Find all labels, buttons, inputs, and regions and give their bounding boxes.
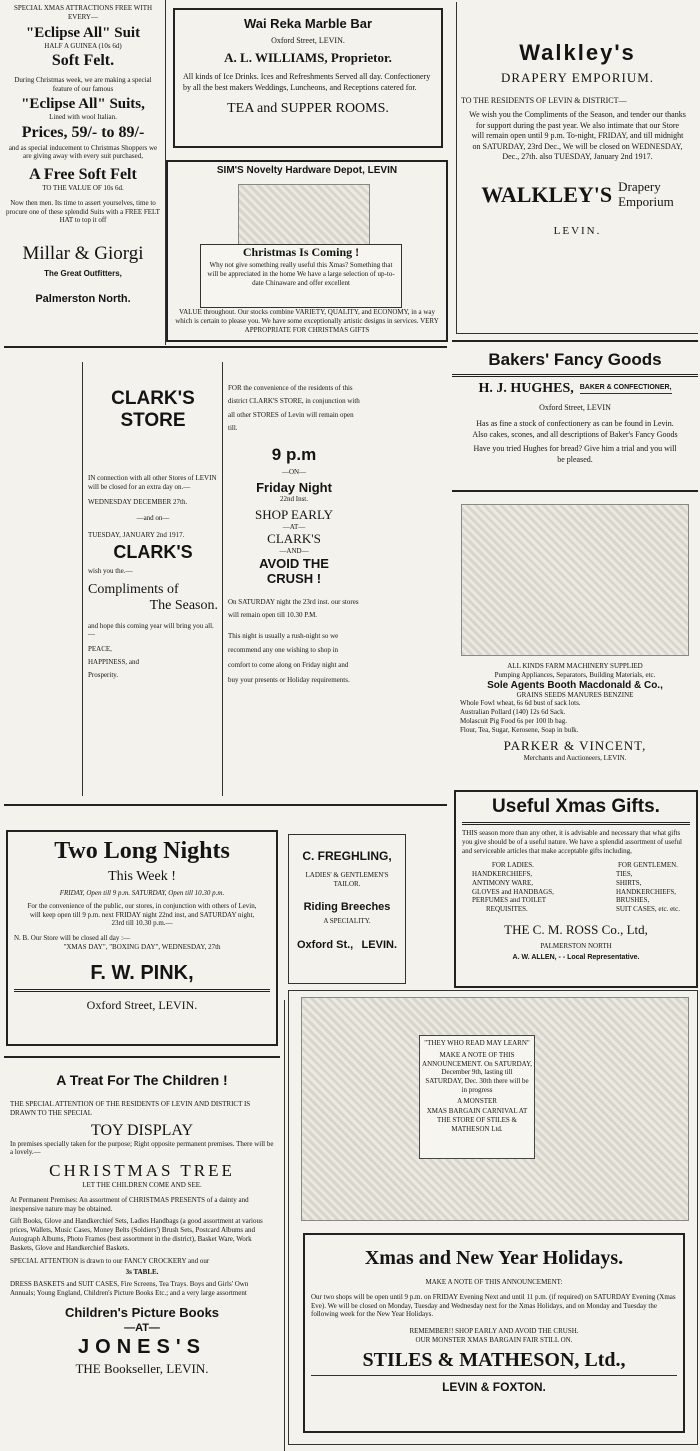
stiles-name: STILES & MATHESON, Ltd., (362, 1348, 626, 1371)
stiles-place: LEVIN & FOXTON. (442, 1379, 546, 1394)
clark-on: —ON— (281, 468, 307, 477)
parker-ad (452, 496, 698, 780)
walkley-title: Walkley's (519, 40, 636, 65)
millar-giorgi-ad (4, 2, 162, 340)
hughes-body: Has as fine a stock of confectionery as can be found in Levin. Also cakes, scones, and all descriptions of Baker's Fancy Goods (472, 419, 678, 439)
clark-clarks: CLARK'S (267, 531, 321, 547)
sims-banner: Christmas Is Coming ! (242, 245, 360, 259)
clark-prosperity: Prosperity. (88, 670, 119, 679)
jones-title: A Treat For The Children ! (56, 1072, 228, 1088)
jones-at: —AT— (124, 1322, 160, 1335)
clark-wish: wish you the.— (88, 566, 133, 575)
stiles-ad (288, 990, 698, 1445)
hughes-address: Oxford Street, LEVIN (539, 403, 611, 412)
clark-peace: PEACE, (88, 645, 112, 653)
clark-name: CLARK'S (113, 541, 193, 562)
millar-lined: Lined with wool Italian. (49, 112, 117, 121)
waireka-ad (173, 8, 443, 148)
jones-books: Children's Picture Books (64, 1305, 220, 1321)
walkley-body: We wish you the Compliments of the Season, and tender our thanks for support during the past year. We also intimate that our Store will remain open until 9 p.m. To-night, FRIDAY, and till midnight on SATURDAY, 23rd Dec., We will be closed on WEDNESDAY, Dec., 27th. also TUESDAY, January 2nd 1917. (469, 110, 686, 161)
ross-ladies-item: ANTIMONY WARE, (472, 878, 534, 887)
freghling-street: Oxford St., (297, 939, 354, 952)
parker-line4: Whole Fowl wheat, 6s 6d bust of sack lots. (460, 699, 581, 708)
sims-body: VALUE throughout. Our stocks combine VARIETY, QUALITY, and ECONOMY, in a way which is certain to please you. We have some exceptionally artistic designs in services. VERY APPROPRIATE FOR CHRISTMAS GIFTS (175, 308, 439, 334)
stiles-rule (311, 1375, 677, 1376)
ross-title: Useful Xmas Gifts. (492, 796, 660, 817)
stiles-bubble4: XMAS BARGAIN CARNIVAL AT THE STORE OF STILES & MATHESON Ltd. (426, 1107, 528, 1133)
millar-text2: and as special inducement to Christmas Shoppers we are giving away with every suit purchased, (8, 143, 158, 161)
walkley-footer-name: WALKLEY'S (481, 181, 613, 207)
ross-ladies-head: FOR LADIES. (491, 861, 534, 870)
parker-name: PARKER & VINCENT, (503, 738, 647, 754)
jones-gifts: Gift Books, Glove and Handkerchief Sets, Ladies Handbags (a good assortment at various prices, Wallets, Music Cases, Money Belts (Soldiers') Brush Sets, Postcard Albums and Autograph Albums, Photo Frames (best assortment in the district), Basket Ware, Work Baskets, Glove and Handkerchief Baskets. (10, 1217, 263, 1252)
clark-and-on: —and on— (136, 514, 170, 523)
jones-crockery: SPECIAL ATTENTION is drawn to our FANCY CROCKERY and our (10, 1257, 210, 1266)
millar-text3: Now then men. Its time to assert yourselves, time to procure one of these splendid Suits with a FREE FELT HAT to top it off (6, 198, 160, 225)
column-divider (284, 1000, 285, 1451)
hughes-trade: BAKER & CONFECTIONER, (580, 384, 672, 394)
stiles-holidays-box (303, 1233, 685, 1433)
clark-at: —AT— (282, 522, 306, 531)
freghling-ad (288, 834, 406, 984)
pink-name: F. W. PINK, (90, 961, 194, 984)
clark-saturday: On SATURDAY night the 23rd inst. our stores will remain open till 10.30 P.M. (228, 598, 359, 620)
waireka-address: Oxford Street, LEVIN. (271, 36, 345, 45)
jones-permanent: At Permanent Premises: An assortment of CHRISTMAS PRESENTS of a dainty and inexpensive nature may be obtained. (10, 1195, 249, 1213)
parker-line5: Australian Pollard (140) 12s 6d Sack. (460, 708, 566, 716)
hughes-title: Bakers' Fancy Goods (488, 350, 662, 369)
parker-line7: Flour, Tea, Sugar, Kerosene, Soap in bulk. (460, 725, 579, 734)
ross-name: THE C. M. ROSS Co., Ltd, (504, 921, 648, 937)
millar-suit1-price: HALF A GUINEA (10s 6d) (44, 41, 122, 50)
clark-title1: CLARK'S (111, 388, 195, 409)
stiles-bubble3: A MONSTER (457, 1096, 497, 1105)
clark-and: —AND— (279, 547, 309, 556)
freghling-spec-label: A SPECIALITY. (323, 916, 371, 925)
jones-name: JONES'S (78, 1336, 206, 1359)
parker-agents: Sole Agents Booth Macdonald & Co., (487, 679, 663, 691)
pink-title: Two Long Nights (54, 838, 230, 864)
pink-rule (14, 989, 270, 992)
ross-gents-head: FOR GENTLEMEN. (618, 861, 678, 870)
ross-rep: A. W. ALLEN, - - Local Representative. (512, 953, 640, 961)
hughes-ad (452, 340, 698, 492)
clark-avoid1: AVOID THE (259, 556, 329, 572)
clark-hope: and hope this coming year will bring you all.— (88, 621, 214, 639)
clark-avoid2: CRUSH ! (266, 571, 322, 587)
pink-address: Oxford Street, LEVIN. (86, 997, 198, 1012)
freghling-town: LEVIN. (361, 939, 397, 952)
santa-illustration (238, 184, 370, 246)
pink-hours: FRIDAY, Open till 9 p.m. SATURDAY, Open till 10.30 p.m. (59, 889, 225, 897)
millar-prices: Prices, 59/- to 89/- (21, 123, 145, 141)
freghling-trade1: LADIES' & GENTLEMEN'S (305, 871, 389, 879)
freghling-trade2: TAILOR. (333, 879, 361, 888)
clark-compliments1: Compliments of (88, 581, 179, 597)
millar-free-value: TO THE VALUE OF 10s 6d. (42, 184, 124, 192)
stiles-bubble1: "THEY WHO READ MAY LEARN" (424, 1039, 530, 1047)
jones-tree: CHRISTMAS TREE (49, 1161, 235, 1180)
waireka-body: All kinds of Ice Drinks. Ices and Refreshments Served all day. Confectionery by all the best makers Weddings, Luncheons, and Receptions catered for. (183, 72, 431, 92)
pink-ad (6, 830, 278, 1046)
stiles-body: Our two shops will be open until 9 p.m. on FRIDAY Evening Next and until 11 p.m. (if required) on SATURDAY Evening (Xmas Eve). We will be closed on Monday, Tuesday and Wednesday next for the Xmas Holidays, and on Monday and Tuesday the following week for the New Year Holidays. (311, 1292, 676, 1319)
waireka-proprietor: A. L. WILLIAMS, Proprietor. (224, 50, 392, 66)
parker-line1: ALL KINDS FARM MACHINERY SUPPLIED (507, 662, 643, 670)
parker-line6: Molascuit Pig Food 6s per 100 lb bag. (460, 716, 567, 725)
parker-line2: Pumping Appliances, Separators, Building Materials, etc. (494, 670, 656, 679)
jones-table: 3s TABLE. (125, 1268, 159, 1276)
waireka-footer: TEA and SUPPER ROOMS. (227, 101, 389, 117)
ross-ladies-item: HANDKERCHIEFS, (472, 870, 533, 878)
ross-ladies-item: GLOVES and HANDBAGS, (472, 887, 554, 896)
clark-intro: IN connection with all other Stores of LEVIN will be closed for an extra day on.— (88, 474, 217, 491)
ross-gents-item: TIES, (615, 870, 633, 878)
sims-banner-text: Why not give something really useful this Xmas? Something that will be appreciated in the home We have a large selection of up-to-date Chinaware and offer excellent (207, 261, 395, 287)
clark-title2: STORE (120, 410, 186, 431)
clark-ad (4, 346, 447, 806)
hughes-rule (452, 374, 698, 377)
ross-body: THIS season more than any other, it is advisable and necessary that what gifts you give should be of a useful nature. We have a splendid assortment of useful and serviceable articles that make acceptable gifts including, (462, 829, 682, 855)
stiles-title: Xmas and New Year Holidays. (364, 1247, 624, 1269)
jones-attention: THE SPECIAL ATTENTION OF THE RESIDENTS OF LEVIN AND DISTRICT IS DRAWN TO THE SPECIAL (10, 1100, 251, 1117)
ross-ladies (472, 861, 554, 914)
jones-baskets: DRESS BASKETS and SUIT CASES, Fire Screens, Tea Trays. Boys and Girls' Own Annuals; Young England, Children's Picture Books Etc.; and a very large assortment (10, 1279, 249, 1297)
ross-ladies-item: REQUISITES. (486, 905, 528, 913)
walkley-footer-sub (618, 180, 674, 209)
walkley-footer (461, 180, 694, 209)
ross-gents-item: SHIRTS, (615, 878, 642, 887)
ross-ad (454, 790, 698, 988)
clark-shop: SHOP EARLY (254, 506, 334, 522)
freghling-speciality: Riding Breeches (303, 900, 391, 913)
ross-gents-item: SUIT CASES, etc. etc. (615, 905, 680, 913)
walkley-subtitle: DRAPERY EMPORIUM. (500, 70, 655, 85)
clark-right-intro: FOR the convenience of the residents of this district CLARK'S STORE, in conjunction with all other STORES of Levin will remain open till. (228, 384, 360, 432)
millar-suit1: "Eclipse All" Suit (25, 24, 141, 41)
ross-gents (616, 861, 680, 914)
clark-right-column (228, 382, 360, 688)
jones-premises: In premises specially taken for the purpose; Right opposite permanent premises. There will be a lovely.— (10, 1139, 274, 1157)
stiles-fair: OUR MONSTER XMAS BARGAIN FAIR STILL ON. (415, 1335, 573, 1344)
clark-center-rule (222, 362, 223, 796)
millar-text1: During Christmas week, we are making a special feature of our famous (14, 76, 152, 93)
jones-ad (4, 1056, 280, 1450)
pink-week: This Week ! (108, 869, 176, 884)
hughes-name-row (452, 381, 698, 397)
millar-tagline: The Great Outfitters, (44, 269, 122, 278)
millar-free: A Free Soft Felt (29, 166, 137, 183)
millar-felt: Soft Felt. (51, 52, 115, 70)
jones-toy: TOY DISPLAY (90, 1121, 194, 1139)
clark-compliments2: The Season. (149, 597, 218, 613)
jones-see: LET THE CHILDREN COME AND SEE. (82, 1181, 202, 1189)
millar-suit2: "Eclipse All" Suits, (21, 95, 145, 112)
walkley-footer-drapery: Drapery (618, 179, 661, 195)
stiles-bubble2: MAKE A NOTE OF THIS ANNOUNCEMENT. On SATURDAY, December 9th, lasting till SATURDAY, Dec. 30th there will be in progress (422, 1050, 532, 1094)
clark-date1: WEDNESDAY DECEMBER 27th. (88, 497, 188, 506)
sims-banner-box (200, 244, 402, 308)
millar-name: Millar & Giorgi (22, 243, 144, 264)
stiles-note: MAKE A NOTE OF THIS ANNOUNCEMENT: (425, 1278, 563, 1286)
pink-days: "XMAS DAY", "BOXING DAY", WEDNESDAY, 27th (63, 942, 221, 951)
freghling-name: C. FREGHLING, (302, 849, 392, 863)
stiles-bubble (419, 1035, 535, 1159)
clark-time: 9 p.m (271, 445, 317, 465)
clark-day: Friday Night (256, 479, 332, 495)
parker-footer: Merchants and Auctioneers, LEVIN. (523, 754, 627, 763)
clark-left-column (88, 388, 218, 679)
sims-header: SIM'S Novelty Hardware Depot, LEVIN (216, 165, 398, 176)
walkley-footer-emporium: Emporium (618, 193, 674, 209)
stiles-remember: REMEMBER!! SHOP EARLY AND AVOID THE CRUSH. (409, 1327, 579, 1335)
hughes-question: Have you tried Hughes for bread? Give him a trial and you will be pleased. (473, 444, 677, 464)
freghling-address-row (293, 939, 401, 951)
ross-rule (462, 822, 690, 825)
walkley-place: LEVIN. (553, 224, 602, 237)
millar-header: SPECIAL XMAS ATTRACTIONS FREE WITH EVERY— (13, 4, 153, 21)
pink-closed: N. B. Our Store will be closed all day :— (14, 934, 131, 942)
walkley-salutation: TO THE RESIDENTS OF LEVIN & DISTRICT— (461, 96, 627, 105)
jones-footer: THE Bookseller, LEVIN. (75, 1361, 209, 1377)
clark-date2: TUESDAY, JANUARY 2nd 1917. (88, 531, 185, 539)
farm-machinery-illustration (461, 504, 689, 656)
pink-body: For the convenience of the public, our stores, in conjunction with others of Levin, will keep open till 9 p.m. next FRIDAY night 22nd inst, and SATURDAY night, 23rd till 10.30 p.m.— (27, 901, 257, 928)
ross-place: PALMERSTON NORTH (540, 941, 612, 950)
clark-date3: 22nd Inst. (280, 494, 308, 503)
parker-line3: GRAINS SEEDS MANURES BENZINE (516, 690, 634, 699)
clark-left-rule (82, 362, 83, 796)
sims-ad (166, 160, 448, 342)
hughes-name: H. J. HUGHES, (478, 381, 574, 396)
millar-place: Palmerston North. (35, 293, 131, 306)
waireka-title: Wai Reka Marble Bar (243, 16, 373, 31)
ross-lists (462, 861, 690, 914)
walkley-ad (456, 2, 698, 334)
clark-happiness: HAPPINESS, and (88, 657, 139, 666)
clark-busy: This night is usually a rush-night so we recommend any one wishing to shop in comfort to come along on Friday night and buy your presents or Holiday requirements. (228, 631, 350, 684)
ross-gents-item: BRUSHES, (615, 896, 650, 905)
ross-ladies-item: PERFUMES and TOILET (472, 896, 547, 905)
ross-gents-item: HANDKERCHIEFS, (615, 887, 677, 896)
